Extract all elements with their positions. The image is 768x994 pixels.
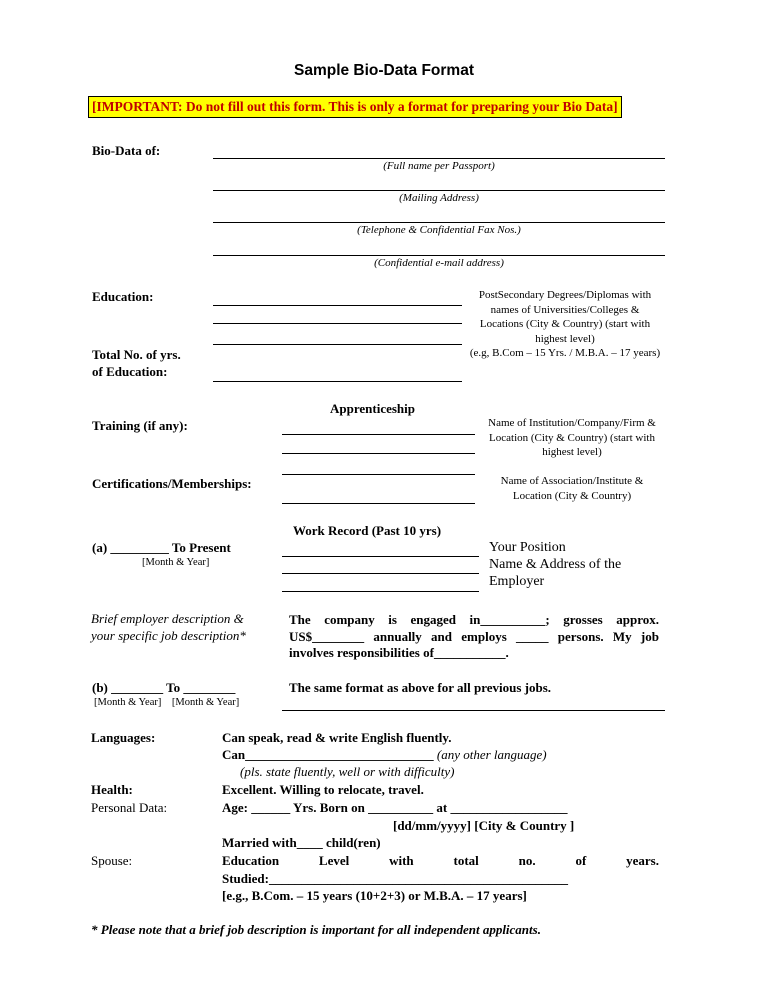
- telephone-caption: (Telephone & Confidential Fax Nos.): [357, 224, 521, 236]
- personal-line-2: [dd/mm/yyyy] [City & Country ]: [393, 818, 575, 833]
- email-caption: (Confidential e-mail address): [374, 257, 504, 269]
- languages-line-1: Can speak, read & write English fluently.: [222, 730, 452, 745]
- position-line: [282, 556, 479, 557]
- company-description-1: The company is engaged in__________; grosses approx.: [289, 612, 659, 627]
- training-note: Name of Institution/Company/Firm & Location (City & Country) (start with highest level): [488, 417, 656, 458]
- education-label: Education:: [92, 289, 154, 304]
- training-line-1: [282, 434, 475, 435]
- important-banner: [IMPORTANT: Do not fill out this form. This is only a format for preparing your Bio Data]: [88, 96, 622, 118]
- company-description-2: US$________ annually and employs _____ persons. My job: [289, 629, 659, 644]
- company-description-3: involves responsibilities of___________.: [289, 645, 509, 660]
- spouse-word: years.: [626, 853, 659, 868]
- total-years-line: [213, 381, 462, 382]
- education-line-1: [213, 305, 462, 306]
- personal-line-3: Married with____ child(ren): [222, 835, 381, 850]
- spouse-line-1: [222, 853, 659, 869]
- address-line: [213, 190, 665, 191]
- training-line-2: [282, 453, 475, 454]
- work-b-line: [282, 710, 665, 711]
- education-note: PostSecondary Degrees/Diplomas with names of Universities/Colleges & Locations (City & Country) (start with highest level): [478, 289, 652, 345]
- telephone-line: [213, 222, 665, 223]
- work-record-header: Work Record (Past 10 yrs): [293, 523, 442, 538]
- brief-description-label-2: your specific job description*: [91, 628, 246, 643]
- footnote: * Please note that a brief job description is important for all independent applicants.: [91, 922, 541, 937]
- work-b-label: (b) ________ To ________: [92, 680, 236, 695]
- spouse-word: no.: [518, 853, 536, 868]
- employer-line-2: [282, 591, 479, 592]
- work-a-month-year: [Month & Year]: [142, 557, 210, 568]
- certifications-note: Name of Association/Institute & Location (City & Country): [500, 475, 644, 502]
- work-b-month-year: [Month & Year] [Month & Year]: [94, 697, 240, 708]
- biodata-label: Bio-Data of:: [92, 143, 161, 158]
- spouse-word: Education: [222, 853, 280, 868]
- training-label: Training (if any):: [92, 418, 188, 433]
- certifications-label: Certifications/Memberships:: [92, 476, 252, 491]
- fullname-line: [213, 158, 665, 159]
- other-language-blank: Can_____________________________: [222, 747, 434, 762]
- total-years-label-2: of Education:: [92, 364, 168, 379]
- certification-line: [282, 503, 475, 504]
- languages-label: Languages:: [91, 730, 156, 745]
- spouse-word: of: [575, 853, 587, 868]
- page-title: Sample Bio-Data Format: [293, 62, 474, 79]
- brief-description-label-1: Brief employer description &: [91, 611, 244, 626]
- health-label: Health:: [91, 782, 133, 797]
- work-b-text: The same format as above for all previous jobs.: [289, 680, 552, 695]
- spouse-word: Level: [318, 853, 350, 868]
- employer-line-1: [282, 573, 479, 574]
- spouse-word: with: [389, 853, 414, 868]
- training-line-3: [282, 474, 475, 475]
- other-language-hint: (any other language): [433, 747, 547, 762]
- education-line-3: [213, 344, 462, 345]
- spouse-label: Spouse:: [91, 853, 133, 868]
- personal-data-label: Personal Data:: [91, 800, 168, 815]
- address-caption: (Mailing Address): [399, 192, 479, 204]
- health-text: Excellent. Willing to relocate, travel.: [222, 782, 424, 797]
- fullname-caption: (Full name per Passport): [383, 160, 495, 172]
- spouse-word: total: [453, 853, 479, 868]
- total-years-label-1: Total No. of yrs.: [92, 347, 181, 362]
- email-line: [213, 255, 665, 256]
- employer-label-2: Employer: [489, 574, 545, 589]
- languages-line-2: [222, 747, 547, 763]
- languages-line-3: (pls. state fluently, well or with difficulty): [240, 764, 455, 779]
- education-example: (e.g, B.Com – 15 Yrs. / M.B.A. – 17 years): [469, 347, 661, 359]
- employer-label-1: Name & Address of the: [489, 557, 622, 572]
- position-label: Your Position: [489, 540, 566, 555]
- education-line-2: [213, 323, 462, 324]
- personal-line-1: Age: ______ Yrs. Born on __________ at __________________: [222, 800, 568, 815]
- spouse-line-2: Studied:______________________________________________: [222, 871, 568, 886]
- apprenticeship-header: Apprenticeship: [330, 401, 415, 416]
- spouse-line-3: [e.g., B.Com. – 15 years (10+2+3) or M.B.A. – 17 years]: [222, 888, 527, 903]
- work-a-label: (a) _________ To Present: [92, 540, 231, 555]
